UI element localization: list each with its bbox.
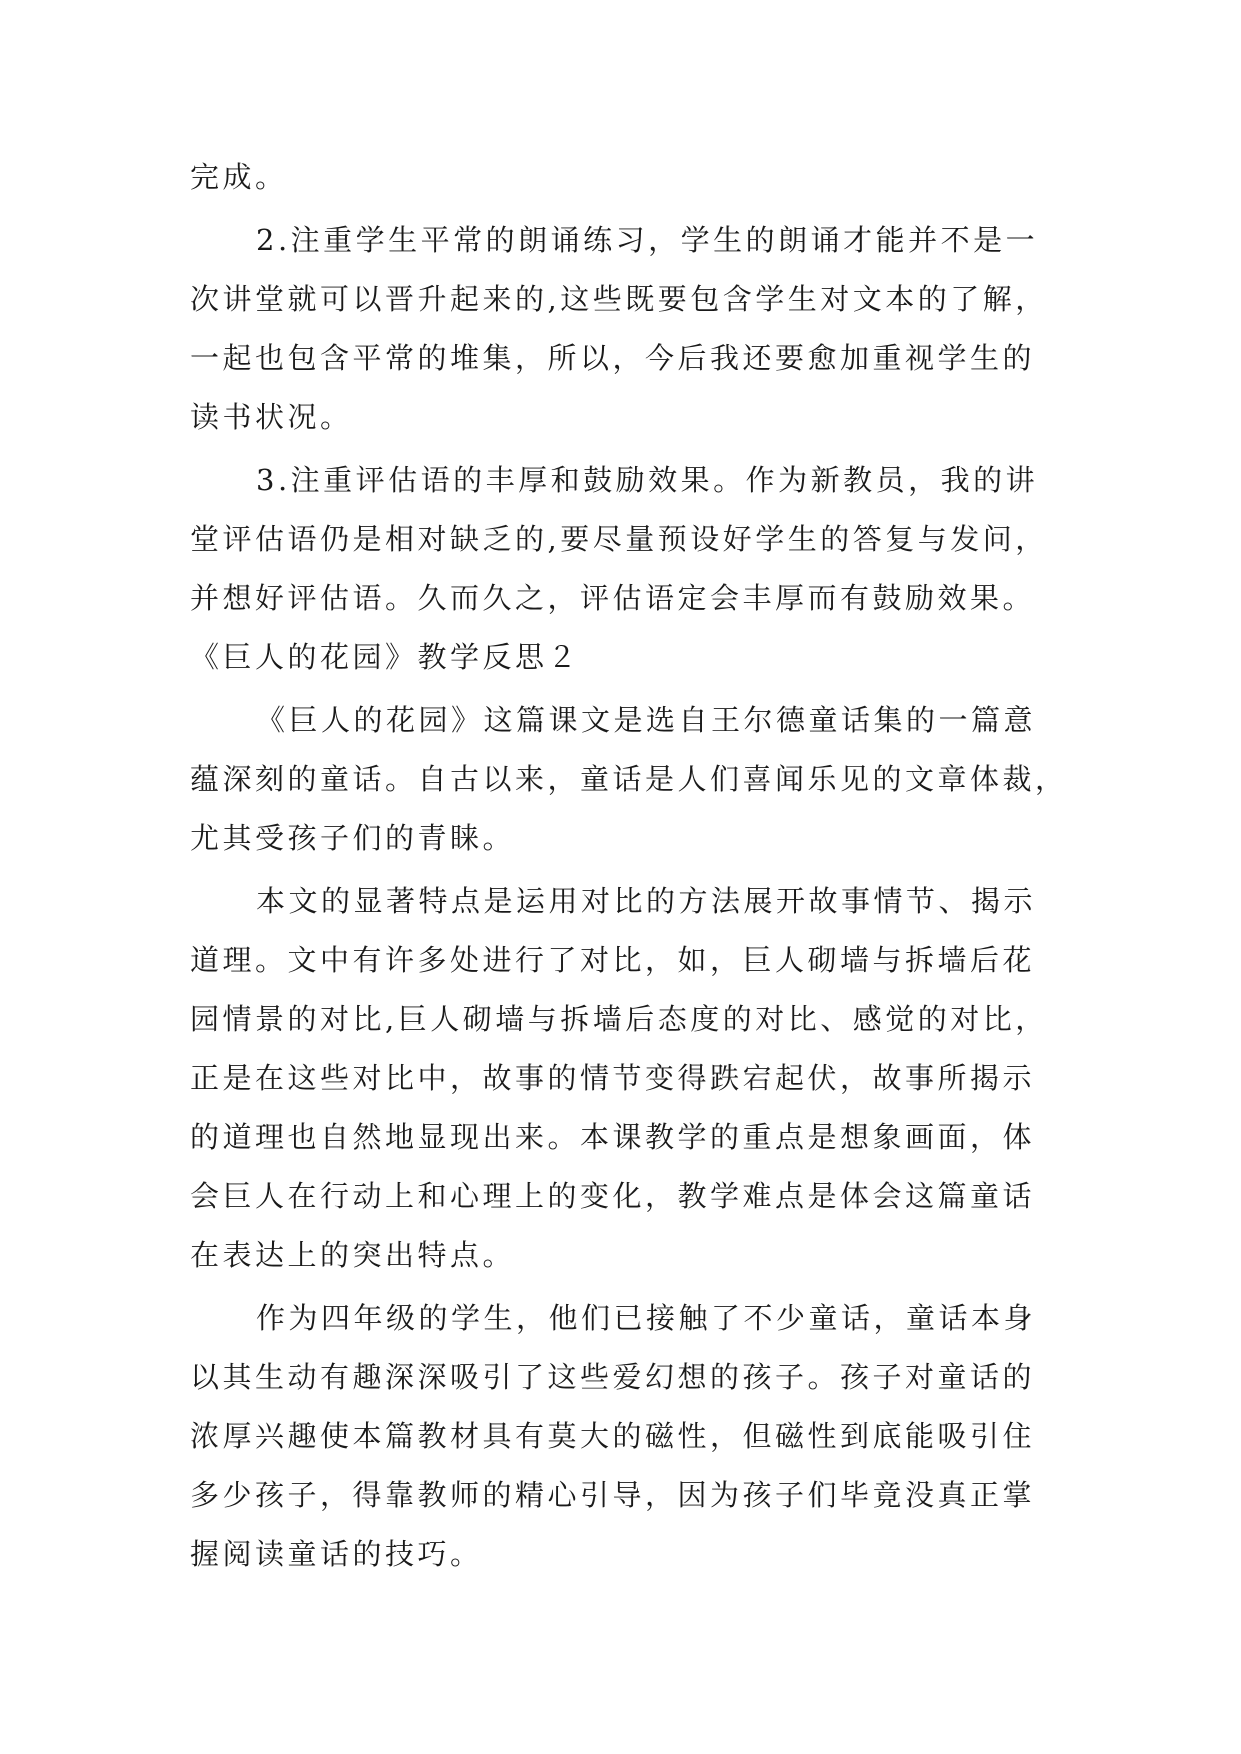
paragraph-students [190, 1289, 1090, 1584]
section-heading [190, 628, 1090, 687]
text-line: 握阅读童话的技巧。 [190, 1537, 483, 1571]
text-line: 完成。 [190, 160, 288, 194]
document-body [190, 148, 1090, 1584]
text-line: 堂评估语仍是相对缺乏的,要尽量预设好学生的答复与发问， [190, 522, 1048, 556]
text-line: 道理。文中有许多处进行了对比，如，巨人砌墙与拆墙后花 [190, 943, 1036, 977]
text-line: 在表达上的突出特点。 [190, 1238, 516, 1272]
text-line: 《巨人的花园》这篇课文是选自王尔德童话集的一篇意 [256, 703, 1037, 737]
text-line: 蕴深刻的童话。自古以来，童话是人们喜闻乐见的文章体裁， [190, 762, 1068, 796]
paragraph-intro [190, 691, 1090, 868]
text-line: 并想好评估语。久而久之，评估语定会丰厚而有鼓励效果。 [190, 581, 1036, 615]
text-line: 2.注重学生平常的朗诵练习，学生的朗诵才能并不是一 [256, 223, 1039, 257]
text-line: 3.注重评估语的丰厚和鼓励效果。作为新教员，我的讲 [256, 463, 1039, 497]
text-line: 尤其受孩子们的青睐。 [190, 821, 516, 855]
text-line: 的道理也自然地显现出来。本课教学的重点是想象画面，体 [190, 1120, 1036, 1154]
text-line: 多少孩子，得靠教师的精心引导，因为孩子们毕竟没真正掌 [190, 1478, 1036, 1512]
paragraph-point-2 [190, 211, 1090, 447]
text-line: 园情景的对比,巨人砌墙与拆墙后态度的对比、感觉的对比， [190, 1002, 1048, 1036]
text-line: 正是在这些对比中，故事的情节变得跌宕起伏，故事所揭示 [190, 1061, 1036, 1095]
text-line: 浓厚兴趣使本篇教材具有莫大的磁性，但磁性到底能吸引住 [190, 1419, 1036, 1453]
paragraph-features [190, 872, 1090, 1285]
text-line: 会巨人在行动上和心理上的变化，教学难点是体会这篇童话 [190, 1179, 1036, 1213]
text-line: 以其生动有趣深深吸引了这些爱幻想的孩子。孩子对童话的 [190, 1360, 1036, 1394]
text-line: 本文的显著特点是运用对比的方法展开故事情节、揭示 [256, 884, 1037, 918]
paragraph-point-3 [190, 451, 1090, 628]
text-line: 一起也包含平常的堆集，所以，今后我还要愈加重视学生的 [190, 341, 1036, 375]
text-line: 次讲堂就可以晋升起来的,这些既要包含学生对文本的了解， [190, 282, 1048, 316]
text-line: 作为四年级的学生，他们已接触了不少童话，童话本身 [256, 1301, 1037, 1335]
text-line: 读书状况。 [190, 400, 353, 434]
paragraph-continuation [190, 148, 1090, 207]
heading-text: 《巨人的花园》教学反思２ [190, 640, 581, 674]
